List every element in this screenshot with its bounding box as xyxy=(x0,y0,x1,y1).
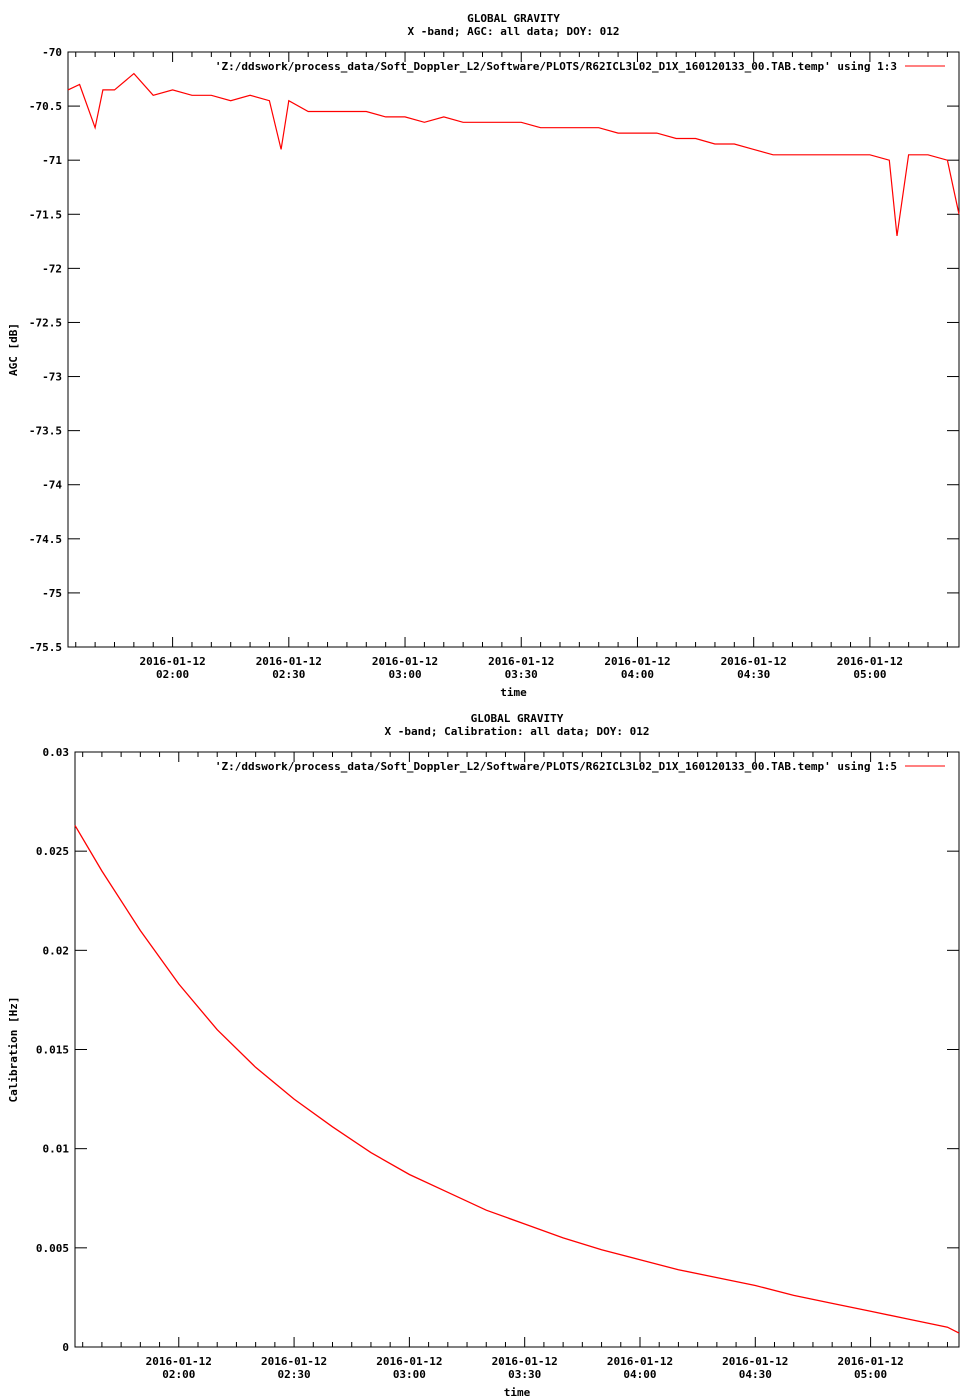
y-tick-label: 0.01 xyxy=(42,1142,69,1156)
x-axis-label: time xyxy=(503,1386,531,1399)
x-tick-date-label: 2016-01-12 xyxy=(491,1355,558,1368)
x-tick-time-label: 05:00 xyxy=(853,668,887,681)
y-axis-label: AGC [dB] xyxy=(7,323,20,376)
chart-subtitle: X -band; AGC: all data; DOY: 012 xyxy=(407,25,620,38)
y-tick-label: -73.5 xyxy=(28,424,62,438)
x-tick-date-label: 2016-01-12 xyxy=(260,1355,328,1368)
x-tick-time-label: 04:00 xyxy=(623,1368,657,1381)
chart-2 xyxy=(7,712,959,1399)
x-tick-time-label: 02:00 xyxy=(156,668,190,681)
plot-frame xyxy=(75,752,959,1347)
y-tick-label: -74.5 xyxy=(28,532,62,546)
x-tick-date-label: 2016-01-12 xyxy=(837,1355,904,1368)
y-tick-label: -75.5 xyxy=(28,641,62,654)
x-tick-date-label: 2016-01-12 xyxy=(606,1355,674,1368)
x-tick-date-label: 2016-01-12 xyxy=(145,1355,212,1368)
y-tick-label: -72.5 xyxy=(28,316,62,330)
x-tick-time-label: 05:00 xyxy=(854,1368,888,1381)
y-tick-label: -70 xyxy=(42,46,62,59)
x-tick-date-label: 2016-01-12 xyxy=(720,655,787,668)
x-tick-time-label: 03:00 xyxy=(388,668,422,681)
y-tick-label: -72 xyxy=(42,262,62,276)
x-tick-date-label: 2016-01-12 xyxy=(488,655,555,668)
chart-title: GLOBAL GRAVITY xyxy=(470,712,564,725)
x-tick-time-label: 03:00 xyxy=(392,1368,426,1381)
series-line xyxy=(68,74,959,236)
x-tick-date-label: 2016-01-12 xyxy=(836,655,904,668)
x-tick-date-label: 2016-01-12 xyxy=(604,655,671,668)
legend-label: 'Z:/ddswork/process_data/Soft_Doppler_L2/Software/PLOTS/R62ICL3L02_D1X_160120133_00.TAB.temp' using 1:5 xyxy=(214,760,897,773)
legend-label: 'Z:/ddswork/process_data/Soft_Doppler_L2/Software/PLOTS/R62ICL3L02_D1X_160120133_00.TAB.temp' using 1:3 xyxy=(214,60,897,73)
y-tick-label: -70.5 xyxy=(28,100,62,114)
y-tick-label: -75 xyxy=(42,586,62,600)
x-tick-date-label: 2016-01-12 xyxy=(371,655,439,668)
y-tick-label: 0.015 xyxy=(35,1043,69,1057)
y-tick-label: 0.03 xyxy=(42,746,69,759)
series-line xyxy=(75,825,959,1333)
y-tick-label: -71 xyxy=(42,154,62,168)
chart-title: GLOBAL GRAVITY xyxy=(467,12,560,25)
y-tick-label: 0 xyxy=(62,1341,69,1354)
y-axis-label: Calibration [Hz] xyxy=(7,996,20,1103)
x-tick-time-label: 04:00 xyxy=(620,668,655,681)
x-tick-time-label: 02:30 xyxy=(277,1368,311,1381)
plot-frame xyxy=(68,52,959,647)
x-axis-label: time xyxy=(500,686,527,699)
x-tick-time-label: 03:30 xyxy=(504,668,538,681)
x-tick-time-label: 04:30 xyxy=(737,668,771,681)
y-tick-label: -71.5 xyxy=(28,208,62,222)
y-tick-label: 0.005 xyxy=(35,1241,69,1255)
y-tick-label: 0.02 xyxy=(42,944,69,958)
x-tick-date-label: 2016-01-12 xyxy=(139,655,206,668)
y-tick-label: -74 xyxy=(42,478,62,492)
chart-1 xyxy=(7,12,959,699)
x-tick-date-label: 2016-01-12 xyxy=(376,1355,443,1368)
x-tick-time-label: 02:00 xyxy=(162,1368,196,1381)
x-tick-time-label: 02:30 xyxy=(272,668,306,681)
x-tick-time-label: 03:30 xyxy=(508,1368,542,1381)
y-tick-label: -73 xyxy=(42,370,62,384)
chart-subtitle: X -band; Calibration: all data; DOY: 012 xyxy=(384,725,650,738)
y-tick-label: 0.025 xyxy=(35,845,69,859)
x-tick-date-label: 2016-01-12 xyxy=(255,655,322,668)
x-tick-date-label: 2016-01-12 xyxy=(722,1355,789,1368)
x-tick-time-label: 04:30 xyxy=(738,1368,772,1381)
